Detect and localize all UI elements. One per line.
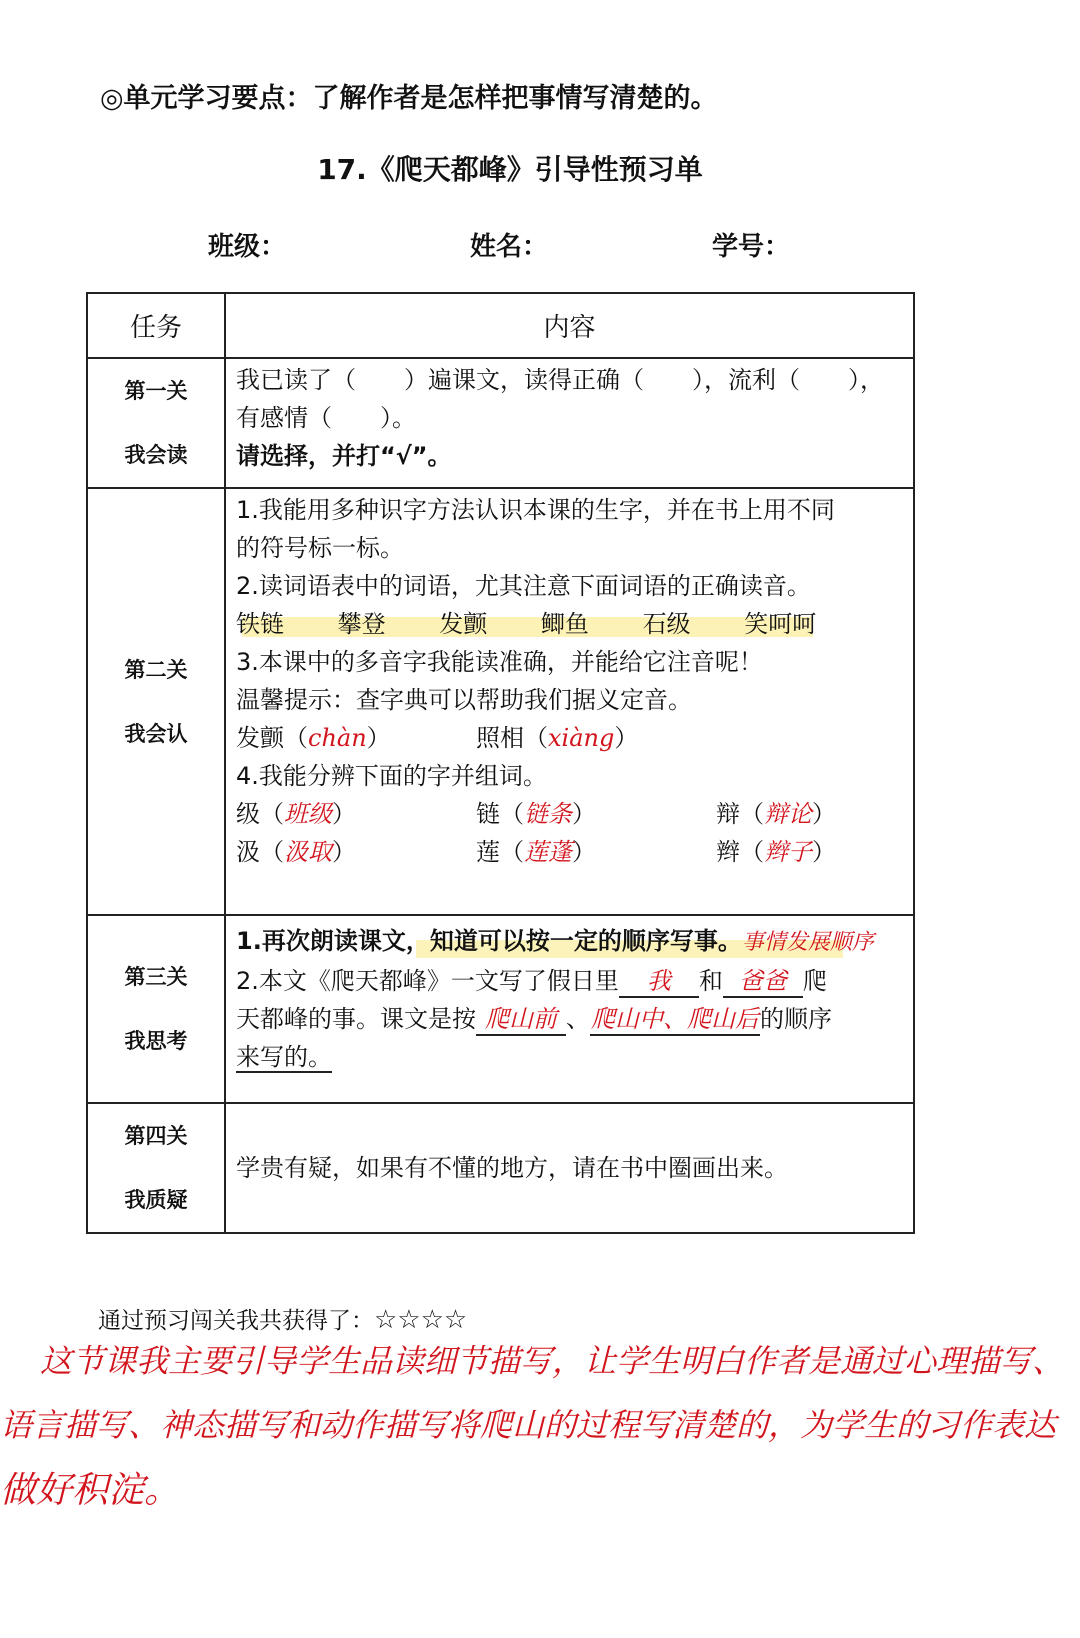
question-text: 1.再次朗读课文，知道可以按一定的顺序写事。 — [236, 927, 742, 955]
question-2 — [236, 962, 903, 1000]
vocab-word: 发颤 — [439, 610, 488, 638]
word-pair — [236, 795, 476, 833]
paren-close: ） — [812, 800, 836, 828]
question-text: 来写的。 — [236, 1043, 332, 1071]
handwritten-answer: 辩论 — [764, 800, 812, 828]
header-task: 任务 — [87, 293, 225, 358]
header-content: 内容 — [225, 293, 914, 358]
vocab-word: 笑呵呵 — [744, 610, 817, 638]
task-level: 第二关 — [124, 657, 188, 682]
name-label: 姓名： — [470, 232, 549, 262]
content-cell — [225, 358, 914, 488]
score-line — [98, 1302, 467, 1335]
content-cell — [225, 1103, 914, 1233]
class-label: 班级： — [208, 232, 287, 262]
paren-close: ） — [572, 838, 596, 866]
handwritten-answer: chàn — [308, 724, 367, 752]
handwritten-answer: 辫子 — [764, 838, 812, 866]
item-1a: 1.我能用多种识字方法认识本课的生字，并在书上用不同 — [236, 496, 835, 524]
item-2: 2.读词语表中的词语，尤其注意下面词语的正确读音。 — [236, 572, 811, 600]
score-label: 通过预习闯关我共获得了： — [98, 1308, 374, 1334]
task-table — [86, 292, 915, 1234]
vocab-word: 铁链 — [236, 610, 284, 638]
task-level: 第四关 — [124, 1124, 188, 1148]
word-pair-row — [236, 833, 903, 871]
task-name: 我思考 — [124, 1029, 188, 1053]
content-cell — [225, 915, 914, 1103]
handwritten-answer: 爸爸 — [723, 966, 803, 998]
question-text: 的顺序 — [760, 1005, 832, 1033]
polyphone-1 — [236, 719, 476, 757]
polyphone-word: 发颤（ — [236, 724, 308, 752]
word-pair-row — [236, 795, 903, 833]
paren-close: ） — [332, 800, 356, 828]
question-text: 2.本文《爬天都峰》一文写了假日里 — [236, 967, 619, 995]
tip: 温馨提示：查字典可以帮助我们据义定音。 — [236, 686, 692, 714]
item-1b: 的符号标一标。 — [236, 534, 404, 562]
vocab-list — [236, 605, 903, 643]
char-label: 辩（ — [716, 800, 764, 828]
table-header-row — [87, 293, 914, 358]
char-label: 链（ — [476, 800, 524, 828]
char-label: 辫（ — [716, 838, 764, 866]
read-line-2: 有感情（ ）。 — [236, 404, 416, 432]
vocab-word: 石级 — [642, 610, 691, 638]
table-row — [87, 915, 914, 1103]
char-label: 莲（ — [476, 838, 524, 866]
paren-close: ） — [812, 838, 836, 866]
handwritten-answer: 链条 — [524, 800, 572, 828]
table-row — [87, 1103, 914, 1233]
char-label: 汲（ — [236, 838, 284, 866]
word-pair — [476, 833, 716, 871]
question-1 — [236, 922, 903, 962]
student-id-label: 学号： — [712, 232, 791, 262]
handwritten-answer: 汲取 — [284, 838, 332, 866]
question-text: 和 — [698, 967, 723, 995]
teacher-note-line: 语言描写、神态描写和动作描写将爬山的过程写清楚的，为学生的习作表达 — [0, 1406, 1057, 1444]
item-4: 4.我能分辨下面的字并组词。 — [236, 762, 547, 790]
handwritten-answer: xiàng — [548, 724, 615, 752]
polyphone-close: ） — [366, 724, 391, 752]
polyphone-row — [236, 719, 903, 757]
word-pair — [716, 838, 836, 866]
unit-key-point: ◎单元学习要点：了解作者是怎样把事情写清楚的。 — [100, 83, 718, 114]
task-cell — [87, 488, 225, 915]
paren-close: ） — [572, 800, 596, 828]
handwritten-answer: 班级 — [284, 800, 332, 828]
teacher-note-line: 做好积淀。 — [0, 1470, 181, 1511]
polyphone-2 — [476, 724, 638, 752]
polyphone-word: 照相（ — [476, 724, 548, 752]
task-cell — [87, 358, 225, 488]
handwritten-answer: 爬山前 — [476, 1004, 566, 1036]
teacher-note-line: 这节课我主要引导学生品读细节描写，让学生明白作者是通过心理描写、 — [40, 1342, 1065, 1380]
handwritten-answer: 莲蓬 — [524, 838, 572, 866]
question-text: 学贵有疑，如果有不懂的地方，请在书中圈画出来。 — [236, 1154, 788, 1182]
read-line-1: 我已读了（ ）遍课文，读得正确（ ），流利（ ）， — [236, 366, 884, 394]
highlighter-mark — [242, 617, 813, 637]
word-pair — [476, 795, 716, 833]
worksheet-title: 17.《爬天都峰》引导性预习单 — [317, 153, 703, 186]
char-label: 级（ — [236, 800, 284, 828]
task-name: 我会认 — [124, 721, 188, 746]
table-row — [87, 488, 914, 915]
item-3: 3.本课中的多音字我能读准确，并能给它注音呢！ — [236, 648, 763, 676]
word-pair — [716, 800, 836, 828]
polyphone-close: ） — [614, 724, 639, 752]
table-row — [87, 358, 914, 488]
task-cell — [87, 1103, 225, 1233]
task-level: 第三关 — [124, 965, 188, 989]
question-2-end — [236, 1038, 903, 1076]
star-rating: ☆☆☆☆ — [374, 1305, 468, 1335]
handwritten-answer: 我 — [619, 966, 699, 998]
paren-close: ） — [332, 838, 356, 866]
question-text: 、 — [566, 1005, 590, 1033]
handwritten-answer: 爬山中、爬山后 — [590, 1004, 760, 1036]
vocab-word: 鲫鱼 — [540, 610, 589, 638]
content-cell — [225, 488, 914, 915]
question-2-cont — [236, 1000, 903, 1038]
handwritten-answer: 事情发展顺序 — [741, 930, 874, 955]
task-name: 我会读 — [124, 443, 188, 467]
task-cell — [87, 915, 225, 1103]
task-level: 第一关 — [124, 379, 188, 403]
word-pair — [236, 833, 476, 871]
task-name: 我质疑 — [124, 1188, 188, 1212]
read-instruction: 请选择，并打“√”。 — [236, 442, 452, 470]
question-text: 天都峰的事。课文是按 — [236, 1005, 476, 1033]
question-text: 爬 — [802, 967, 827, 995]
vocab-word: 攀登 — [337, 610, 386, 638]
